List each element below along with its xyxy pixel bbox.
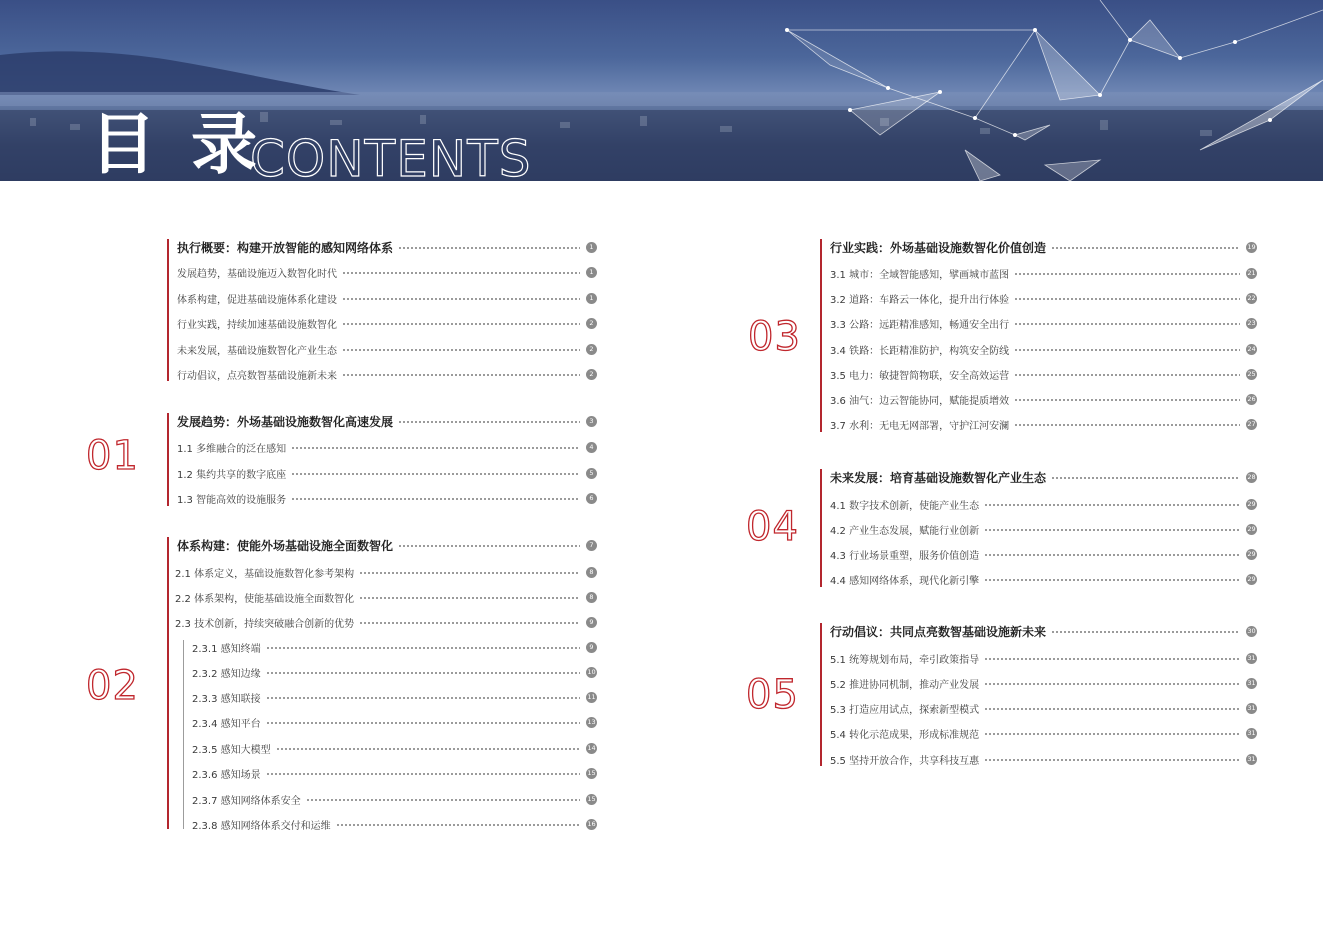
toc-heading-title: 发展趋势：外场基础设施数智化高速发展 [177, 414, 394, 429]
toc-entry-title: 3.1 城市：全域智能感知，擘画城市蓝图 [830, 269, 1010, 281]
page-badge: 23 [1247, 318, 1256, 327]
toc-heading[interactable] [830, 469, 1257, 485]
page-badge: 27 [1247, 419, 1256, 428]
toc-entry[interactable] [177, 264, 597, 280]
toc-heading[interactable] [177, 239, 597, 255]
toc-entry[interactable] [830, 751, 1257, 767]
page-badge: 2 [586, 369, 597, 380]
toc-entry-title: 未来发展，基础设施数智化产业生态 [177, 345, 337, 357]
toc-section-01 [167, 413, 597, 506]
toc-entry[interactable] [177, 439, 597, 455]
toc-entry[interactable] [177, 490, 597, 506]
section-bar [167, 537, 169, 829]
section-number-01: 01 [86, 433, 139, 479]
section-number-04: 04 [746, 504, 799, 550]
page-badge: 15 [587, 794, 596, 803]
leader-dots [1051, 477, 1240, 479]
leader-dots [291, 473, 580, 475]
toc-section-04 [820, 469, 1257, 587]
page-badge: 26 [1247, 394, 1256, 403]
page-badge: 5 [586, 468, 597, 479]
toc-entry-title: 1.2 集约共享的数字底座 [177, 469, 287, 481]
toc-entry-title: 5.3 打造应用试点，探索新型模式 [830, 704, 980, 716]
section-bar [167, 239, 169, 381]
toc-entry-title: 4.3 行业场景重塑，服务价值创造 [830, 550, 980, 562]
page-badge: 21 [1247, 268, 1256, 277]
leader-dots [1051, 631, 1240, 633]
toc-section-03 [820, 239, 1257, 432]
leader-dots [1014, 298, 1240, 300]
toc-heading-title: 行业实践：外场基础设施数智化价值创造 [830, 240, 1047, 255]
page-title-cn: 目 录 [90, 106, 263, 181]
leader-dots [266, 697, 580, 699]
leader-dots [984, 658, 1240, 660]
toc-entry[interactable] [175, 614, 597, 630]
toc-entry[interactable] [830, 496, 1257, 512]
page-badge: 10 [587, 667, 596, 676]
toc-entry[interactable] [830, 650, 1257, 666]
section-number-05: 05 [746, 672, 799, 718]
page-badge: 28 [1247, 472, 1256, 481]
toc-heading-title: 行动倡议：共同点亮数智基础设施新未来 [830, 624, 1047, 639]
toc-subentry[interactable] [192, 714, 597, 730]
toc-entry[interactable] [175, 589, 597, 605]
leader-dots [984, 708, 1240, 710]
page-badge: 25 [1247, 369, 1256, 378]
page-badge: 16 [587, 819, 596, 828]
toc-entry-title: 1.1 多维融合的泛在感知 [177, 443, 287, 455]
toc-entry-title: 3.3 公路：远距精准感知，畅通安全出行 [830, 319, 1010, 331]
leader-dots [398, 421, 580, 423]
section-number-03: 03 [748, 314, 801, 360]
leader-dots [984, 733, 1240, 735]
toc-entry[interactable] [830, 265, 1257, 281]
leader-dots [291, 447, 580, 449]
leader-dots [342, 272, 580, 274]
leader-dots [984, 683, 1240, 685]
leader-dots [291, 498, 580, 500]
leader-dots [342, 349, 580, 351]
toc-subentry[interactable] [192, 639, 597, 655]
leader-dots [984, 529, 1240, 531]
toc-subentry[interactable] [192, 791, 597, 807]
page-badge: 22 [1247, 293, 1256, 302]
leader-dots [984, 504, 1240, 506]
leader-dots [984, 579, 1240, 581]
page-badge: 1 [586, 267, 597, 278]
leader-dots [266, 647, 580, 649]
toc-entry[interactable] [175, 564, 597, 580]
page-badge: 29 [1247, 524, 1256, 533]
toc-heading[interactable] [177, 413, 597, 429]
toc-entry-title: 行动倡议，点亮数智基础设施新未来 [177, 370, 337, 382]
toc-entry[interactable] [177, 290, 597, 306]
page-badge: 13 [587, 717, 596, 726]
toc-entry-title: 3.6 油气：边云智能协同，赋能提质增效 [830, 395, 1010, 407]
toc-entry-title: 1.3 智能高效的设施服务 [177, 494, 287, 506]
toc-entry-title: 体系构建，促进基础设施体系化建设 [177, 294, 337, 306]
leader-dots [342, 323, 580, 325]
toc-entry-title: 3.2 道路：车路云一体化，提升出行体验 [830, 294, 1010, 306]
toc-entry[interactable] [830, 391, 1257, 407]
toc-entry[interactable] [830, 521, 1257, 537]
leader-dots [359, 572, 580, 574]
page-badge: 31 [1247, 653, 1256, 662]
toc-entry-title: 5.4 转化示范成果，形成标准规范 [830, 729, 980, 741]
leader-dots [1014, 349, 1240, 351]
toc-subentry[interactable] [192, 816, 597, 832]
page-badge: 1 [586, 242, 597, 253]
page-badge: 29 [1247, 574, 1256, 583]
page-badge: 2 [586, 318, 597, 329]
section-number-02: 02 [86, 663, 139, 709]
toc-heading[interactable] [177, 537, 597, 553]
leader-dots [1014, 424, 1240, 426]
page-badge: 11 [587, 692, 596, 701]
toc-entry[interactable] [830, 700, 1257, 716]
leader-dots [359, 622, 580, 624]
page-badge: 15 [587, 768, 596, 777]
toc-section-02 [167, 537, 597, 832]
toc-heading[interactable] [830, 239, 1257, 255]
toc-entry[interactable] [177, 366, 597, 382]
toc-entry[interactable] [830, 416, 1257, 432]
section-bar [820, 623, 822, 766]
toc-entry[interactable] [830, 315, 1257, 331]
toc-entry-title: 5.5 坚持开放合作，共享科技互惠 [830, 755, 980, 767]
toc-entry-title: 4.1 数字技术创新，使能产业生态 [830, 500, 980, 512]
toc-entry-title: 3.4 铁路：长距精准防护，构筑安全防线 [830, 345, 1010, 357]
page-badge: 2 [586, 344, 597, 355]
toc-entry-title: 4.2 产业生态发展，赋能行业创新 [830, 525, 980, 537]
toc-subentry[interactable] [192, 689, 597, 705]
page-badge: 19 [1247, 242, 1256, 251]
toc-entry[interactable] [830, 571, 1257, 587]
toc-entry[interactable] [830, 546, 1257, 562]
toc-entry-title: 5.2 推进协同机制，推动产业发展 [830, 679, 980, 691]
subsection-bar [183, 640, 184, 829]
toc-entry[interactable] [830, 341, 1257, 357]
page-badge: 8 [586, 567, 597, 578]
leader-dots [266, 722, 580, 724]
toc-entry-title: 行业实践，持续加速基础设施数智化 [177, 319, 337, 331]
page-badge: 29 [1247, 549, 1256, 558]
leader-dots [306, 799, 580, 801]
leader-dots [342, 298, 580, 300]
header-banner [0, 0, 1323, 181]
leader-dots [359, 597, 580, 599]
toc-entry-title: 2.3 技术创新，持续突破融合创新的优势 [175, 618, 355, 630]
leader-dots [1051, 247, 1240, 249]
toc-subentry-title: 2.3.1 感知终端 [192, 643, 261, 655]
page-badge: 31 [1247, 728, 1256, 737]
toc-subentry-title: 2.3.8 感知网络体系交付和运维 [192, 820, 331, 832]
leader-dots [398, 545, 580, 547]
toc-subentry-title: 2.3.7 感知网络体系安全 [192, 795, 301, 807]
toc-entry-title: 2.1 体系定义，基础设施数智化参考架构 [175, 568, 355, 580]
leader-dots [984, 759, 1240, 761]
toc-entry-title: 5.1 统筹规划布局，牵引政策指导 [830, 654, 980, 666]
toc-entry[interactable] [830, 366, 1257, 382]
leader-dots [1014, 374, 1240, 376]
toc-entry[interactable] [830, 290, 1257, 306]
leader-dots [342, 374, 580, 376]
toc-subentry[interactable] [192, 740, 597, 756]
page-badge: 29 [1247, 499, 1256, 508]
toc-section-05 [820, 623, 1257, 766]
toc-entry[interactable] [830, 675, 1257, 691]
leader-dots [1014, 399, 1240, 401]
section-bar [820, 239, 822, 432]
toc-entry[interactable] [830, 725, 1257, 741]
toc-subentry-title: 2.3.4 感知平台 [192, 718, 261, 730]
page-badge: 3 [586, 416, 597, 427]
leader-dots [266, 773, 580, 775]
page-badge: 31 [1247, 678, 1256, 687]
page-badge: 9 [586, 642, 597, 653]
toc-heading[interactable] [830, 623, 1257, 639]
leader-dots [1014, 323, 1240, 325]
toc-heading-title: 执行概要：构建开放智能的感知网络体系 [177, 240, 394, 255]
page-badge: 30 [1247, 626, 1256, 635]
section-bar [820, 469, 822, 587]
page-badge: 7 [586, 540, 597, 551]
page-badge: 1 [586, 293, 597, 304]
toc-section-overview [167, 239, 597, 381]
leader-dots [984, 554, 1240, 556]
toc-entry-title: 3.7 水利：无电无网部署，守护江河安澜 [830, 420, 1010, 432]
toc-entry[interactable] [177, 341, 597, 357]
toc-subentry-title: 2.3.5 感知大模型 [192, 744, 271, 756]
page-badge: 31 [1247, 754, 1256, 763]
page-badge: 14 [587, 743, 596, 752]
page-badge: 24 [1247, 344, 1256, 353]
page-badge: 31 [1247, 703, 1256, 712]
toc-subentry-title: 2.3.2 感知边缘 [192, 668, 261, 680]
toc-heading-title: 体系构建：使能外场基础设施全面数智化 [177, 538, 394, 553]
toc-entry-title: 2.2 体系架构，使能基础设施全面数智化 [175, 593, 355, 605]
toc-heading-title: 未来发展：培育基础设施数智化产业生态 [830, 470, 1047, 485]
toc-subentry[interactable] [192, 664, 597, 680]
page-badge: 9 [586, 617, 597, 628]
leader-dots [336, 824, 580, 826]
section-bar [167, 413, 169, 506]
toc-entry-title: 3.5 电力：敏捷智简物联，安全高效运营 [830, 370, 1010, 382]
leader-dots [276, 748, 580, 750]
page-badge: 4 [586, 442, 597, 453]
toc-entry[interactable] [177, 465, 597, 481]
toc-entry[interactable] [177, 315, 597, 331]
leader-dots [398, 247, 580, 249]
page-badge: 8 [586, 592, 597, 603]
toc-subentry-title: 2.3.6 感知场景 [192, 769, 261, 781]
toc-subentry[interactable] [192, 765, 597, 781]
toc-entry-title: 发展趋势，基础设施迈入数智化时代 [177, 268, 337, 280]
leader-dots [1014, 273, 1240, 275]
page-badge: 6 [586, 493, 597, 504]
page-title-en: CONTENTS [250, 130, 532, 181]
toc-entry-title: 4.4 感知网络体系，现代化新引擎 [830, 575, 980, 587]
toc-subentry-title: 2.3.3 感知联接 [192, 693, 261, 705]
leader-dots [266, 672, 580, 674]
